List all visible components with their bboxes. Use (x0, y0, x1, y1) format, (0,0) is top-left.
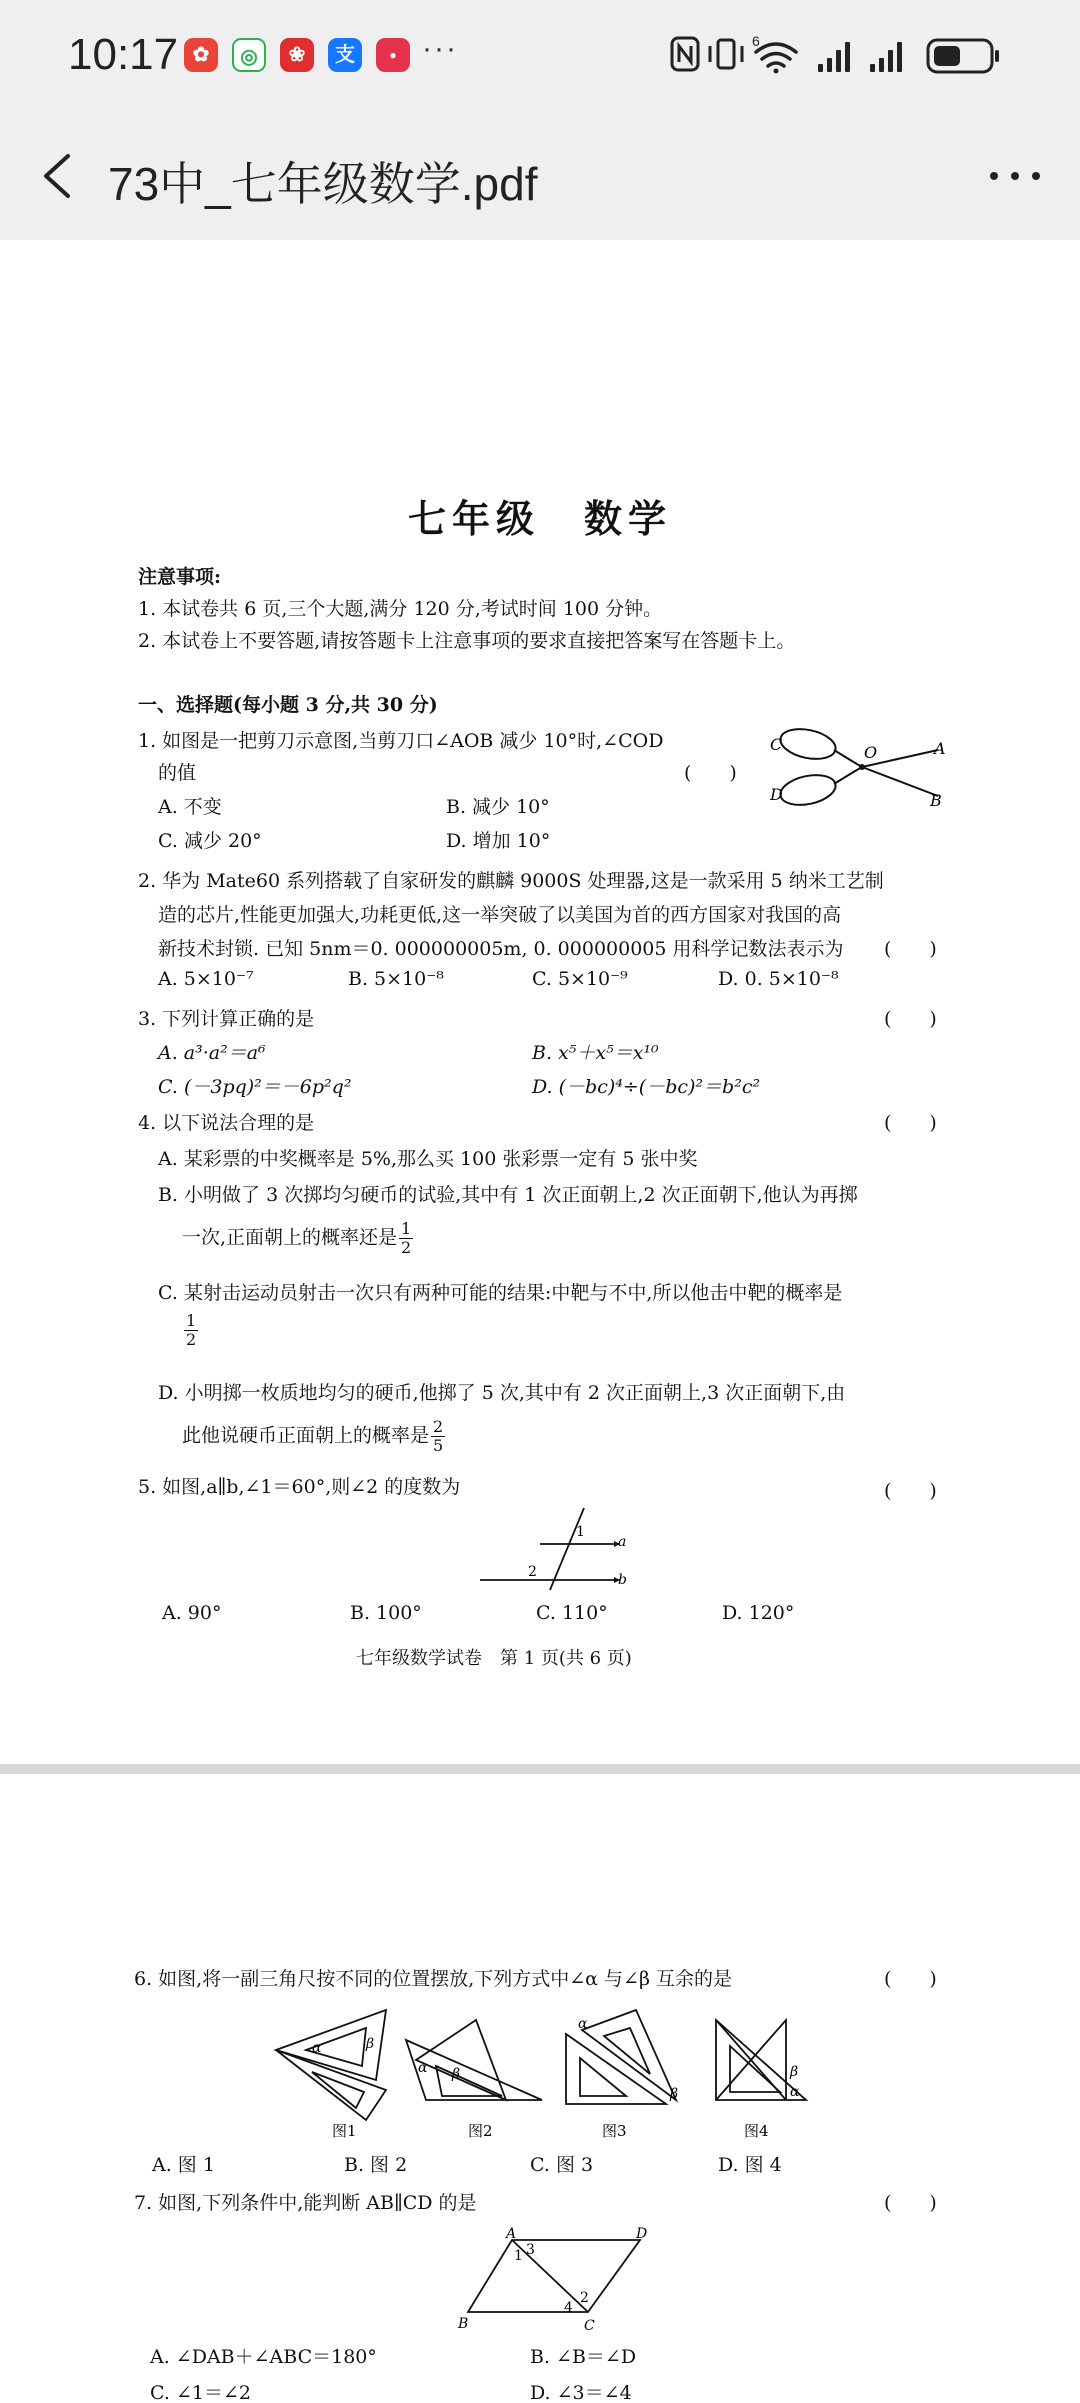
vertex-b-label: B (458, 2316, 469, 2332)
q6-option-a: A. 图 1 (152, 2154, 215, 2176)
page-heading: 七年级 数学 (407, 496, 672, 541)
angle-1-label: 1 (576, 1524, 585, 1540)
q1-stem-cont: 的值 (158, 762, 197, 784)
scissors-figure (770, 722, 950, 812)
page-separator (0, 1764, 1080, 1774)
q1-option-d: D. 增加 10° (446, 830, 551, 852)
vertex-c-label: C (584, 2318, 595, 2334)
figure-1 (276, 2010, 386, 2120)
q4-option-d: D. 小明掷一枚质地均匀的硬币,他掷了 5 次,其中有 2 次正面朝上,3 次正面朝下,由 (158, 1382, 846, 1404)
q7-option-d: D. ∠3＝∠4 (530, 2382, 632, 2403)
q4-option-d-text: 此他说硬币正面朝上的概率是 (182, 1424, 430, 1447)
fig-caption-2: 图2 (468, 2122, 493, 2140)
notice-item-1: 1. 本试卷共 6 页,三个大题,满分 120 分,考试时间 100 分钟。 (138, 598, 663, 620)
q6-option-d: D. 图 4 (718, 2154, 782, 2176)
q2-option-b: B. 5×10⁻⁸ (348, 968, 444, 990)
network-type-label: 6 (752, 33, 760, 49)
q3-answer-paren: ( ) (884, 1008, 937, 1030)
fig-label-o: O (864, 743, 878, 762)
page-footer: 七年级数学试卷 第 1 页(共 6 页) (356, 1648, 632, 1669)
angle-2: 2 (580, 2290, 589, 2306)
angle-1: 1 (514, 2248, 523, 2264)
status-bar (0, 0, 1080, 110)
q4-option-c-cont (182, 1312, 198, 1349)
notice-title: 注意事项: (138, 566, 222, 588)
section-heading-choice: 一、选择题(每小题 3 分,共 30 分) (138, 694, 438, 716)
fig-label-b: B (930, 791, 942, 810)
q5-stem: 5. 如图,a∥b,∠1＝60°,则∠2 的度数为 (138, 1476, 461, 1498)
vertex-a-label: A (506, 2226, 517, 2242)
fig3-alpha: α (578, 2016, 588, 2032)
q3-option-b: B. x⁵＋x⁵＝x¹⁰ (532, 1042, 659, 1064)
q4-option-b-text: 一次,正面朝上的概率还是 (182, 1226, 398, 1249)
q2-stem-cont-2: 新技术封锁. 已知 5nm＝0. 000000005m, 0. 000000005 用科学记数法表示为 (158, 938, 844, 960)
q5-option-c: C. 110° (536, 1602, 608, 1624)
q1-option-b: B. 减少 10° (446, 796, 550, 818)
back-button[interactable] (30, 146, 90, 206)
app-icon-3: ❀ (280, 38, 314, 72)
q1-option-c: C. 减少 20° (158, 830, 262, 852)
vibrate-icon (710, 40, 742, 68)
q4-answer-paren: ( ) (884, 1112, 937, 1134)
q4-option-c: C. 某射击运动员射击一次只有两种可能的结果:中靶与不中,所以他击中靶的概率是 (158, 1282, 843, 1304)
q7-option-c: C. ∠1＝∠2 (150, 2382, 251, 2403)
q7-answer-paren: ( ) (884, 2192, 937, 2214)
q2-stem: 2. 华为 Mate60 系列搭载了自家研发的麒麟 9000S 处理器,这是一款采用 5 纳米工艺制 (138, 870, 884, 892)
fig-caption-4: 图4 (744, 2122, 769, 2140)
app-icon-1: ✿ (184, 38, 218, 72)
fraction-one-half: $\frac{1}{2}$ (401, 1219, 412, 1257)
fig1-beta: β (366, 2036, 375, 2052)
angle-4: 4 (564, 2300, 573, 2316)
fig-caption-1: 图1 (332, 2122, 357, 2140)
q2-answer-paren: ( ) (884, 938, 937, 960)
status-time: 10:17 (68, 30, 179, 79)
q5-answer-paren: ( ) (884, 1480, 937, 1502)
vertex-d-label: D (636, 2226, 648, 2242)
q5-option-b: B. 100° (350, 1602, 422, 1624)
line-b-label: b (618, 1572, 627, 1588)
q2-option-c: C. 5×10⁻⁹ (532, 968, 628, 990)
q1-stem: 1. 如图是一把剪刀示意图,当剪刀口∠AOB 减少 10°时,∠COD (138, 730, 664, 752)
q4-option-b-cont (182, 1220, 413, 1257)
app-icon-5: ● (376, 38, 410, 72)
chevron-left-icon (46, 156, 68, 196)
fraction-one-half-c: $\frac{1}{2}$ (186, 1311, 197, 1349)
q7-stem: 7. 如图,下列条件中,能判断 AB∥CD 的是 (134, 2192, 477, 2214)
q4-stem: 4. 以下说法合理的是 (138, 1112, 315, 1134)
fig1-alpha: α (312, 2040, 322, 2056)
wifi-icon (752, 33, 796, 74)
more-dots-icon (990, 172, 1040, 180)
q6-answer-paren: ( ) (884, 1968, 937, 1990)
alipay-icon: 支 (328, 38, 362, 72)
fig-caption-3: 图3 (602, 2122, 627, 2140)
q4-option-a: A. 某彩票的中奖概率是 5%,那么买 100 张彩票一定有 5 张中奖 (158, 1148, 698, 1170)
parallel-lines-figure (480, 1502, 640, 1592)
fig4-alpha: α (790, 2084, 800, 2100)
system-status-icons (670, 30, 1040, 80)
fig2-beta: β (452, 2066, 461, 2082)
document-title: 73中_七年级数学.pdf (108, 158, 538, 210)
parallelogram-figure (450, 2226, 660, 2336)
q3-option-d: D. (－bc)⁴÷(－bc)²＝b²c² (532, 1076, 761, 1098)
more-options-button[interactable] (980, 146, 1050, 206)
q5-option-a: A. 90° (162, 1602, 222, 1624)
fraction-two-fifths: $\frac{2}{5}$ (433, 1417, 444, 1455)
q1-answer-paren: ( ) (684, 762, 737, 784)
q2-option-a: A. 5×10⁻⁷ (158, 968, 254, 990)
app-toolbar (0, 110, 1080, 240)
q3-stem: 3. 下列计算正确的是 (138, 1008, 315, 1030)
q3-option-a: A. a³·a²＝a⁶ (158, 1042, 266, 1064)
q5-option-d: D. 120° (722, 1602, 795, 1624)
q3-option-c: C. (－3pq)²＝－6p²q² (158, 1076, 352, 1098)
q6-option-c: C. 图 3 (530, 2154, 594, 2176)
fig3-beta: β (670, 2086, 679, 2102)
fig-label-a: A (934, 739, 946, 758)
battery-icon (928, 40, 999, 72)
q2-option-d: D. 0. 5×10⁻⁸ (718, 968, 839, 990)
q2-stem-cont-1: 造的芯片,性能更加强大,功耗更低,这一举突破了以美国为首的西方国家对我国的高 (158, 904, 842, 926)
notification-more-icon: ··· (422, 32, 458, 65)
line-a-label: a (618, 1534, 627, 1550)
q7-option-b: B. ∠B＝∠D (530, 2346, 637, 2368)
notice-item-2: 2. 本试卷上不要答题,请按答题卡上注意事项的要求直接把答案写在答题卡上。 (138, 630, 796, 652)
nfc-icon (672, 38, 698, 70)
fig2-alpha: α (418, 2060, 428, 2076)
q6-option-b: B. 图 2 (344, 2154, 408, 2176)
q7-option-a: A. ∠DAB＋∠ABC＝180° (150, 2346, 377, 2368)
app-icon-2: ◎ (232, 38, 266, 72)
q1-option-a: A. 不变 (158, 796, 222, 818)
q4-option-b: B. 小明做了 3 次掷均匀硬币的试验,其中有 1 次正面朝上,2 次正面朝下,他认为再掷 (158, 1184, 858, 1206)
fig-label-c: C (770, 735, 783, 754)
signal-icon (818, 42, 850, 72)
angle-3: 3 (526, 2242, 535, 2258)
fig-label-d: D (770, 785, 783, 804)
q6-stem: 6. 如图,将一副三角尺按不同的位置摆放,下列方式中∠α 与∠β 互余的是 (134, 1968, 732, 1990)
signal-icon-2 (870, 42, 902, 72)
q4-option-d-cont (182, 1418, 445, 1455)
triangle-rulers-figure (266, 2000, 846, 2140)
angle-2-label: 2 (528, 1564, 537, 1580)
fig4-beta: β (790, 2064, 799, 2080)
